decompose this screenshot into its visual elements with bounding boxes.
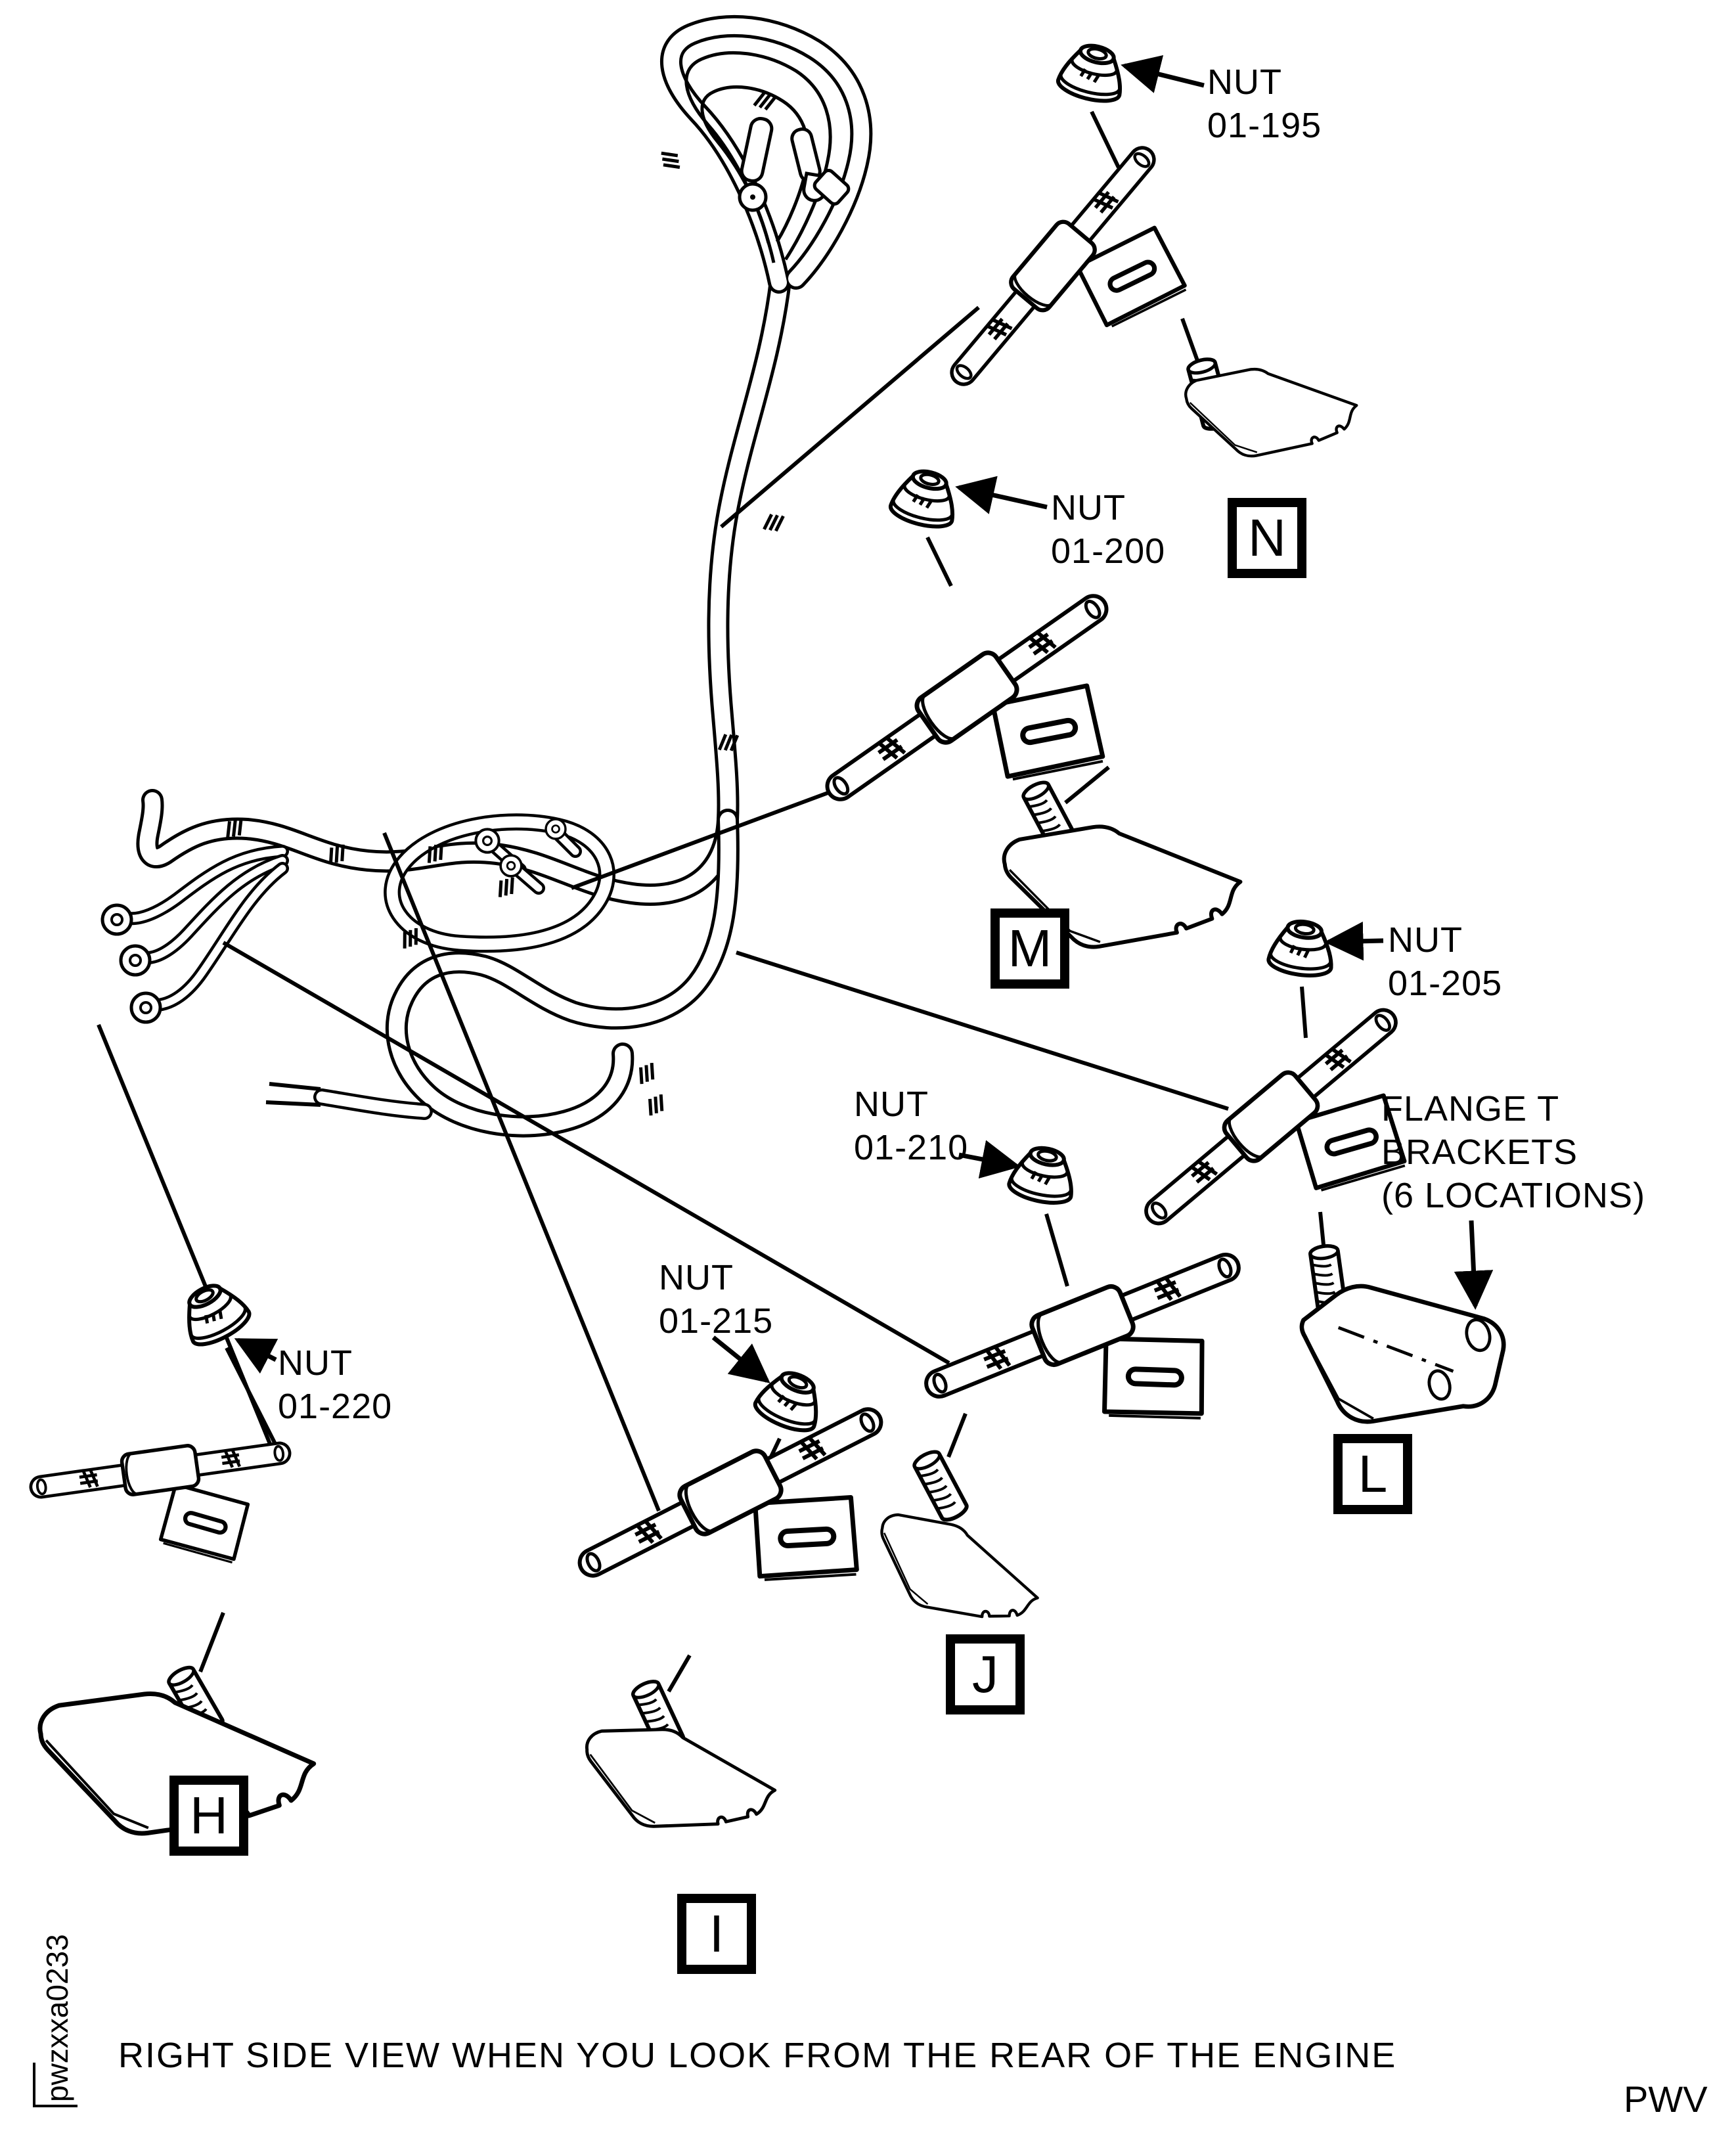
section-letter: M bbox=[1008, 919, 1052, 977]
arrow-flange-brackets bbox=[1471, 1221, 1475, 1306]
figure-id: pwzxxa0233 bbox=[40, 1934, 74, 2102]
nut-200 bbox=[888, 465, 962, 532]
section-label-l bbox=[1333, 1434, 1412, 1514]
section-letter: H bbox=[190, 1786, 228, 1845]
callout-line: BRACKETS bbox=[1381, 1132, 1578, 1172]
clamp-h bbox=[35, 1433, 298, 1588]
section-letter: J bbox=[972, 1645, 998, 1703]
stud-j bbox=[912, 1448, 969, 1523]
callout-nut-200 bbox=[1051, 486, 1165, 573]
callout-line: NUT bbox=[854, 1085, 929, 1124]
section-letter: I bbox=[709, 1904, 724, 1963]
callout-line: 01-220 bbox=[278, 1387, 393, 1426]
callout-nut-205 bbox=[1388, 918, 1502, 1005]
callout-line: (6 LOCATIONS) bbox=[1381, 1176, 1646, 1215]
section-label-h bbox=[169, 1776, 248, 1856]
arrow-nut-215 bbox=[713, 1337, 767, 1381]
arrow-nut-200 bbox=[959, 487, 1047, 507]
callout-nut-210 bbox=[854, 1083, 968, 1169]
wiring-harness bbox=[102, 26, 861, 1127]
callout-line: NUT bbox=[1051, 488, 1126, 527]
callout-line: 01-200 bbox=[1051, 531, 1166, 571]
callout-line: FLANGE T bbox=[1381, 1089, 1560, 1129]
arrow-nut-220 bbox=[238, 1340, 276, 1360]
arrow-nut-195 bbox=[1124, 66, 1204, 85]
arrow-nut-205 bbox=[1328, 941, 1383, 942]
section-label-n bbox=[1228, 498, 1306, 578]
callout-line: NUT bbox=[278, 1343, 353, 1383]
callout-flange-brackets bbox=[1381, 1087, 1645, 1217]
section-letter: L bbox=[1358, 1445, 1388, 1503]
callout-line: NUT bbox=[659, 1258, 734, 1297]
callout-arrows bbox=[238, 66, 1475, 1381]
figure-caption: RIGHT SIDE VIEW WHEN YOU LOOK FROM THE REAR OF THE ENGINE bbox=[118, 2036, 1397, 2075]
clamp-assemblies bbox=[22, 39, 1503, 1866]
callout-nut-215 bbox=[659, 1256, 773, 1343]
callout-line: NUT bbox=[1207, 62, 1282, 102]
callout-nut-195 bbox=[1207, 60, 1322, 147]
page-code: PWV bbox=[1624, 2078, 1708, 2120]
nut-195 bbox=[1056, 39, 1130, 106]
callout-line: NUT bbox=[1388, 920, 1463, 960]
callout-line: 01-210 bbox=[854, 1128, 969, 1167]
callout-line: 01-215 bbox=[659, 1301, 774, 1341]
nut-210 bbox=[1007, 1142, 1080, 1207]
callout-line: 01-205 bbox=[1388, 964, 1503, 1003]
flange-t-bracket-l bbox=[1302, 1286, 1503, 1422]
section-label-j bbox=[946, 1634, 1025, 1714]
section-label-i bbox=[677, 1894, 756, 1974]
section-label-m bbox=[990, 908, 1069, 989]
callout-line: 01-195 bbox=[1207, 106, 1322, 145]
nut-205 bbox=[1267, 918, 1337, 979]
section-letter: N bbox=[1248, 508, 1286, 567]
clamp-j bbox=[925, 1242, 1279, 1506]
callout-nut-220 bbox=[278, 1341, 392, 1428]
